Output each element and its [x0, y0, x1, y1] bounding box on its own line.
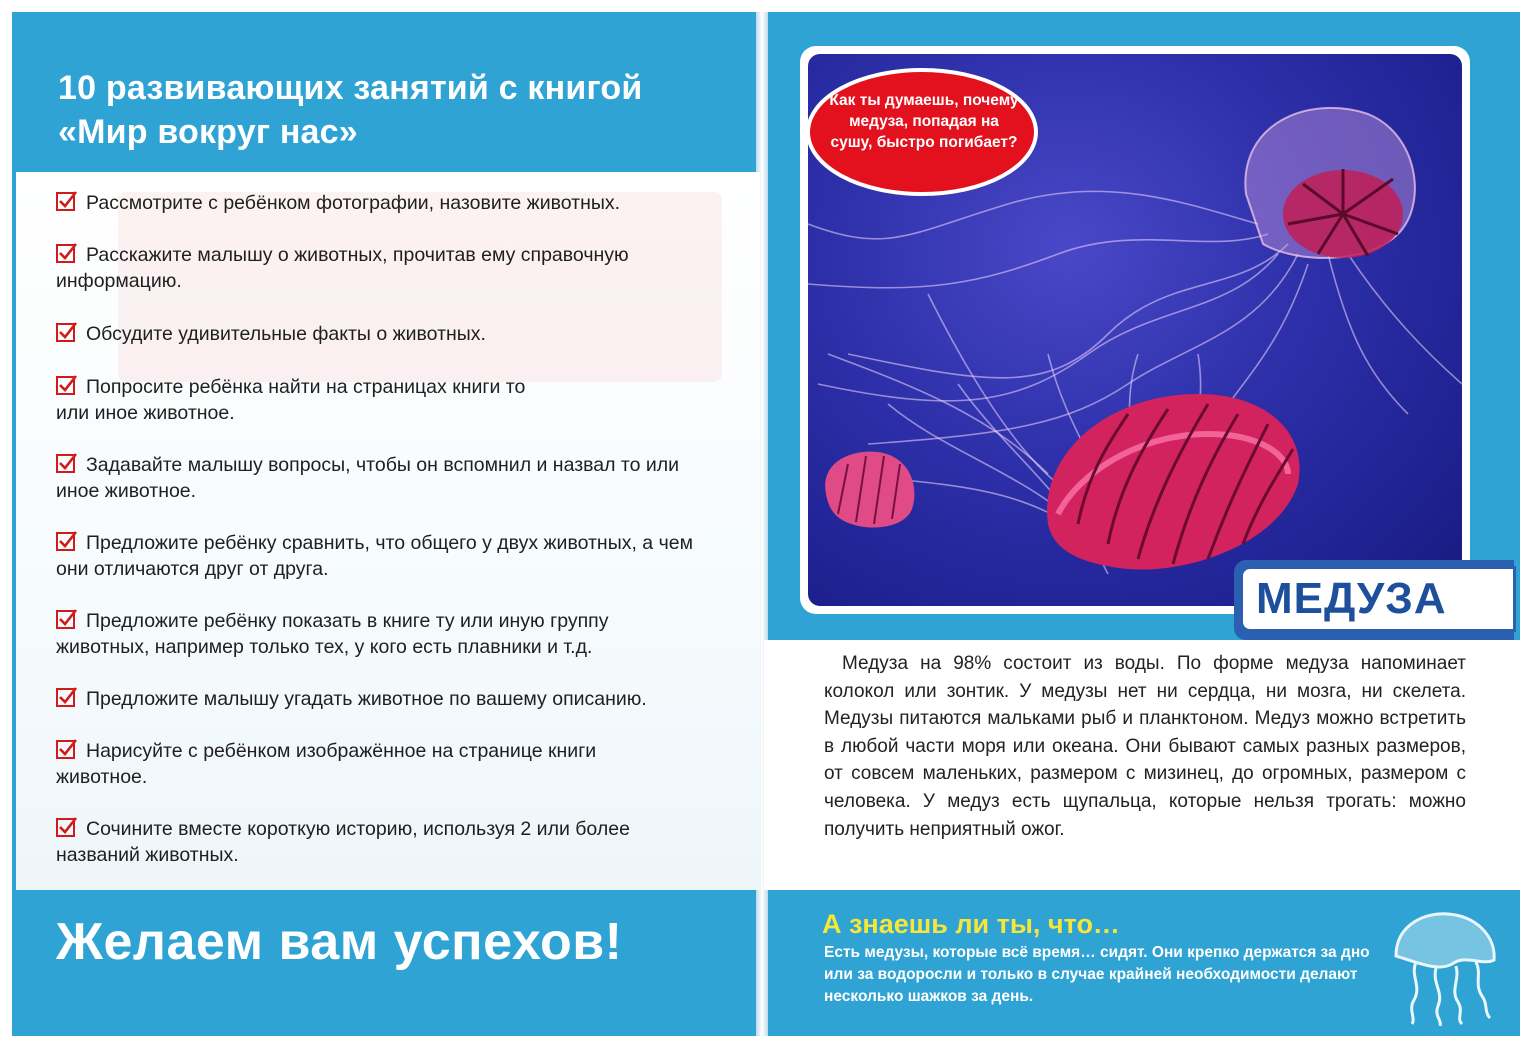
checkmark-box-icon [56, 321, 78, 343]
checkmark-box-icon [56, 452, 78, 474]
checkmark-box-icon [56, 738, 78, 760]
wish-banner: Желаем вам успехов! [56, 913, 623, 971]
left-page-title [58, 66, 738, 154]
list-item: Задавайте малышу вопросы, чтобы он вспомнил и назвал то или иное животное. [56, 454, 680, 502]
fact-title: А знаешь ли ты, что… [822, 909, 1120, 939]
list-item: Нарисуйте с ребёнком изображённое на странице книги животное. [56, 740, 597, 788]
title-line-1: 10 развивающих занятий с книгой [58, 69, 643, 107]
checkmark-box-icon [56, 242, 78, 264]
title-line-2: «Мир вокруг нас» [58, 113, 358, 151]
animal-description: Медуза на 98% состоит из воды. По форме медуза напоминает колокол или зонтик. У медузы нет ни сердца, ни мозга, ни скелета. Медузы питаются мальками рыб и планктоном. Медуз можно встретить в любой части моря или океана. Они бывают самых разных размеров, от совсем маленьких, размером с мизинец, до огромных, размером с человека. У медуз есть щупальца, которые нельзя трогать: можно получить неприятный ожог. [824, 653, 1466, 840]
list-item: Предложите ребёнку сравнить, что общего у двух животных, а чем они отличаются друг от друга. [56, 532, 693, 580]
animal-label: МЕДУЗА [1256, 574, 1447, 623]
list-item: Расскажите малышу о животных, прочитав ему справочную информацию. [56, 244, 629, 292]
list-item: Попросите ребёнка найти на страницах книги то или иное животное. [56, 376, 526, 424]
checkmark-box-icon [56, 816, 78, 838]
fact-text: Есть медузы, которые всё время… сидят. Они крепко держатся за дно или за водоросли и только в случае крайней необходимости делают несколько шажков за день. [824, 944, 1370, 1005]
question-text: Как ты думаешь, почему медуза, попадая на сушу, быстро погибает? [829, 92, 1019, 151]
checkmark-box-icon [56, 190, 78, 212]
jellyfish-icon [1386, 904, 1506, 1026]
list-item: Рассмотрите с ребёнком фотографии, назовите животных. [56, 190, 716, 216]
checkmark-box-icon [56, 608, 78, 630]
list-item: Обсудите удивительные факты о животных. [56, 321, 716, 347]
checkmark-box-icon [56, 686, 78, 708]
list-item: Сочините вместе короткую историю, используя 2 или более названий животных. [56, 818, 630, 866]
list-item: Предложите малышу угадать животное по вашему описанию. [56, 686, 736, 712]
list-item: Предложите ребёнку показать в книге ту или иную группу животных, например только тех, у кого есть плавники и т.д. [56, 610, 609, 658]
checkmark-box-icon [56, 530, 78, 552]
checkmark-box-icon [56, 374, 78, 396]
